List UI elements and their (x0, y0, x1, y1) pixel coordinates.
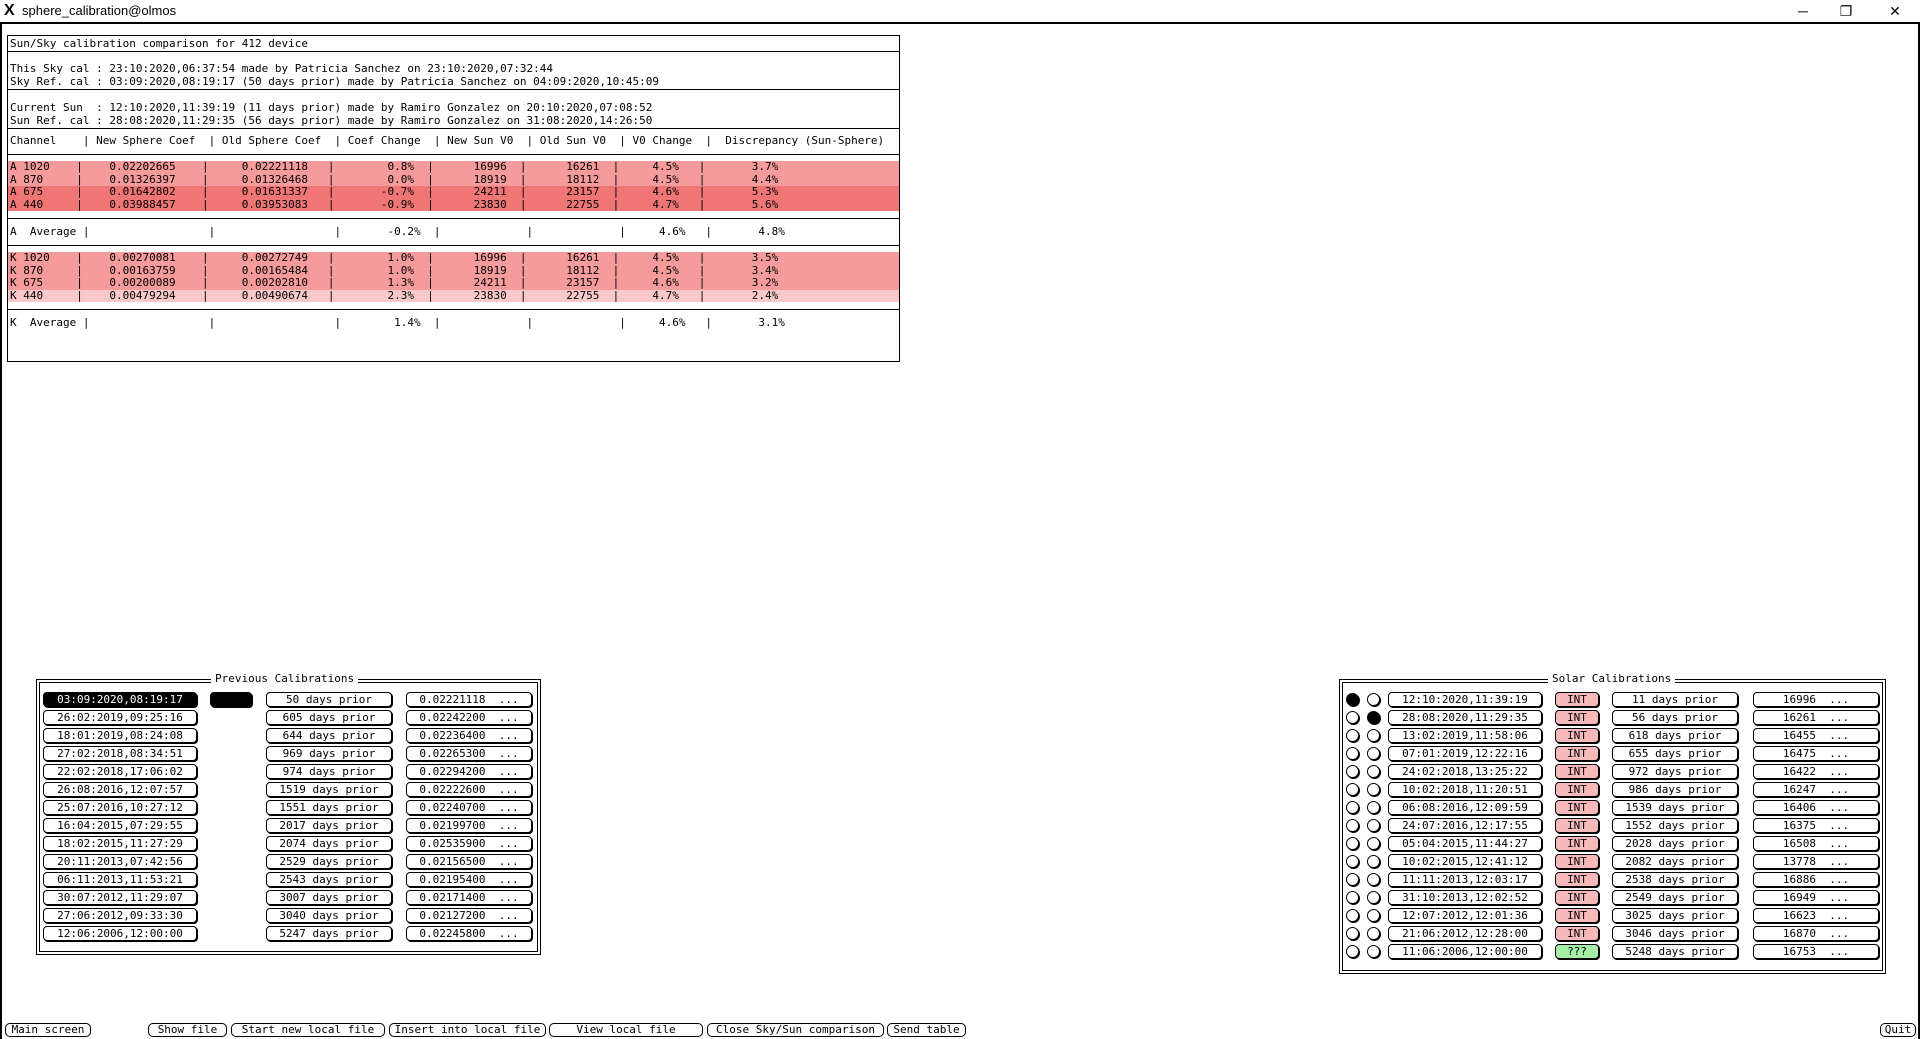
solar-date-button[interactable]: 05:04:2015,11:44:27 (1388, 836, 1542, 851)
sun-v0-button[interactable]: 16455 ... (1753, 728, 1879, 743)
days-prior-label[interactable]: 605 days prior (266, 710, 392, 725)
days-prior-label[interactable]: 2549 days prior (1612, 890, 1738, 905)
k-channel-section (8, 246, 899, 310)
reference-sun-radio[interactable] (1367, 783, 1380, 796)
selected-reference-marker[interactable] (210, 692, 252, 707)
coefficient-button[interactable]: 0.02156500 ... (406, 854, 532, 869)
table-row: A 870 | 0.01326397 | 0.01326468 | 0.0% | 18919 | 18112 | 4.5% | 4.4% (8, 174, 899, 187)
sun-v0-button[interactable]: 16886 ... (1753, 872, 1879, 887)
minimize-button[interactable]: ─ (1798, 3, 1808, 19)
current-sun-radio[interactable] (1346, 855, 1359, 868)
reference-sun-radio[interactable] (1367, 837, 1380, 850)
comparison-heading-section (8, 36, 899, 52)
a-average-row: A Average | | | -0.2% | | | 4.6% | 4.8% (10, 225, 785, 238)
calibration-date-button[interactable]: 26:08:2016,12:07:57 (43, 782, 197, 797)
calibration-type-badge: INT (1555, 782, 1599, 797)
days-prior-label[interactable]: 56 days prior (1612, 710, 1738, 725)
previous-calibrations-title: Previous Calibrations (211, 672, 358, 685)
sun-v0-button[interactable]: 16261 ... (1753, 710, 1879, 725)
coefficient-button[interactable]: 0.02242200 ... (406, 710, 532, 725)
days-prior-label[interactable]: 50 days prior (266, 692, 392, 707)
coefficient-button[interactable]: 0.02265300 ... (406, 746, 532, 761)
current-sun-radio[interactable] (1346, 819, 1359, 832)
table-row: A 675 | 0.01642802 | 0.01631337 | -0.7% | 24211 | 23157 | 4.6% | 5.3% (8, 186, 899, 199)
coefficient-button[interactable]: 0.02294200 ... (406, 764, 532, 779)
solar-date-button[interactable]: 21:06:2012,12:28:00 (1388, 926, 1542, 941)
current-sun-radio[interactable] (1346, 765, 1359, 778)
reference-sun-radio[interactable] (1367, 711, 1380, 724)
calibration-type-badge: ??? (1555, 944, 1599, 959)
current-sun-radio[interactable] (1346, 945, 1359, 958)
table-header-row: Channel | New Sphere Coef | Old Sphere Coef | Coef Change | New Sun V0 | Old Sun V0 | V0 Change | Discrepancy (Sun-Sphere) (10, 134, 885, 147)
days-prior-label[interactable]: 2529 days prior (266, 854, 392, 869)
calibration-type-badge: INT (1555, 908, 1599, 923)
solar-date-button[interactable]: 24:02:2018,13:25:22 (1388, 764, 1542, 779)
table-row: K 675 | 0.00200089 | 0.00202810 | 1.3% | 24211 | 23157 | 4.6% | 3.2% (8, 277, 899, 290)
sun-v0-button[interactable]: 16247 ... (1753, 782, 1879, 797)
solar-date-button[interactable]: 28:08:2020,11:29:35 (1388, 710, 1542, 725)
current-sun-radio[interactable] (1346, 747, 1359, 760)
sun-v0-button[interactable]: 16375 ... (1753, 818, 1879, 833)
days-prior-label[interactable]: 5248 days prior (1612, 944, 1738, 959)
days-prior-label[interactable]: 5247 days prior (266, 926, 392, 941)
sun-v0-button[interactable]: 16949 ... (1753, 890, 1879, 905)
current-sun-radio[interactable] (1346, 801, 1359, 814)
reference-sun-radio[interactable] (1367, 819, 1380, 832)
calibration-date-button[interactable]: 06:11:2013,11:53:21 (43, 872, 197, 887)
close-window-button[interactable]: ✕ (1889, 3, 1901, 19)
calibration-type-badge: INT (1555, 872, 1599, 887)
reference-sun-radio[interactable] (1367, 765, 1380, 778)
reference-sun-radio[interactable] (1367, 747, 1380, 760)
table-row: A 1020 | 0.02202665 | 0.02221118 | 0.8% | 16996 | 16261 | 4.5% | 3.7% (8, 161, 899, 174)
days-prior-label[interactable]: 969 days prior (266, 746, 392, 761)
calibration-type-badge: INT (1555, 710, 1599, 725)
table-row: K 870 | 0.00163759 | 0.00165484 | 1.0% | 18919 | 18112 | 4.5% | 3.4% (8, 265, 899, 278)
sky-info-line: This Sky cal : 23:10:2020,06:37:54 made by Patricia Sanchez on 23:10:2020,07:32:44 (10, 62, 554, 75)
calibration-type-badge: INT (1555, 926, 1599, 941)
a-average-section (8, 219, 899, 246)
comparison-heading: Sun/Sky calibration comparison for 412 device (10, 37, 309, 50)
view-local-file-button[interactable]: View local file (549, 1023, 703, 1037)
quit-button[interactable]: Quit (1880, 1023, 1916, 1037)
sun-v0-button[interactable]: 13778 ... (1753, 854, 1879, 869)
days-prior-label[interactable]: 2543 days prior (266, 872, 392, 887)
days-prior-label[interactable]: 3040 days prior (266, 908, 392, 923)
days-prior-label[interactable]: 2074 days prior (266, 836, 392, 851)
calibration-type-badge: INT (1555, 800, 1599, 815)
calibration-date-button[interactable]: 16:04:2015,07:29:55 (43, 818, 197, 833)
current-sun-radio[interactable] (1346, 711, 1359, 724)
coefficient-button[interactable]: 0.02195400 ... (406, 872, 532, 887)
reference-sun-radio[interactable] (1367, 909, 1380, 922)
days-prior-label[interactable]: 11 days prior (1612, 692, 1738, 707)
reference-sun-radio[interactable] (1367, 945, 1380, 958)
solar-date-button[interactable]: 11:06:2006,12:00:00 (1388, 944, 1542, 959)
sun-v0-button[interactable]: 16406 ... (1753, 800, 1879, 815)
calibration-date-button[interactable]: 18:01:2019,08:24:08 (43, 728, 197, 743)
calibration-type-badge: INT (1555, 746, 1599, 761)
send-table-button[interactable]: Send table (887, 1023, 966, 1037)
days-prior-label[interactable]: 3046 days prior (1612, 926, 1738, 941)
solar-date-button[interactable]: 06:08:2016,12:09:59 (1388, 800, 1542, 815)
solar-calibrations-group (1339, 672, 1886, 974)
sun-v0-button[interactable]: 16508 ... (1753, 836, 1879, 851)
days-prior-label[interactable]: 1539 days prior (1612, 800, 1738, 815)
x-app-icon: X (4, 2, 15, 19)
table-row: K 1020 | 0.00270081 | 0.00272749 | 1.0% | 16996 | 16261 | 4.5% | 3.5% (8, 252, 899, 265)
main-screen-button[interactable]: Main screen (5, 1023, 91, 1037)
calibration-date-button[interactable]: 27:02:2018,08:34:51 (43, 746, 197, 761)
current-sun-radio[interactable] (1346, 927, 1359, 940)
days-prior-label[interactable]: 618 days prior (1612, 728, 1738, 743)
coefficient-button[interactable]: 0.02127200 ... (406, 908, 532, 923)
reference-sun-radio[interactable] (1367, 927, 1380, 940)
solar-date-button[interactable]: 12:10:2020,11:39:19 (1388, 692, 1542, 707)
table-header-section (8, 129, 899, 155)
calibration-type-badge: INT (1555, 854, 1599, 869)
window-frame-left (0, 22, 2, 1039)
sun-v0-button[interactable]: 16753 ... (1753, 944, 1879, 959)
insert-into-local-file-button[interactable]: Insert into local file (389, 1023, 546, 1037)
solar-date-button[interactable]: 12:07:2012,12:01:36 (1388, 908, 1542, 923)
sun-v0-button[interactable]: 16870 ... (1753, 926, 1879, 941)
calibration-date-button[interactable]: 18:02:2015,11:27:29 (43, 836, 197, 851)
solar-date-button[interactable]: 11:11:2013,12:03:17 (1388, 872, 1542, 887)
days-prior-label[interactable]: 3007 days prior (266, 890, 392, 905)
solar-date-button[interactable]: 31:10:2013,12:02:52 (1388, 890, 1542, 905)
sun-v0-button[interactable]: 16996 ... (1753, 692, 1879, 707)
show-file-button[interactable]: Show file (148, 1023, 227, 1037)
sun-info-section (8, 90, 899, 129)
a-channel-section (8, 155, 899, 219)
calibration-type-badge: INT (1555, 818, 1599, 833)
current-sun-radio[interactable] (1346, 837, 1359, 850)
window-title: sphere_calibration@olmos (22, 3, 177, 18)
current-sun-radio[interactable] (1346, 693, 1359, 706)
calibration-date-button[interactable]: 12:06:2006,12:00:00 (43, 926, 197, 941)
table-row: K 440 | 0.00479294 | 0.00490674 | 2.3% | 23830 | 22755 | 4.7% | 2.4% (8, 290, 899, 303)
days-prior-label[interactable]: 986 days prior (1612, 782, 1738, 797)
solar-date-button[interactable]: 24:07:2016,12:17:55 (1388, 818, 1542, 833)
days-prior-label[interactable]: 655 days prior (1612, 746, 1738, 761)
solar-calibrations-title: Solar Calibrations (1548, 672, 1675, 685)
calibration-type-badge: INT (1555, 728, 1599, 743)
reference-sun-radio[interactable] (1367, 891, 1380, 904)
coefficient-button[interactable]: 0.02236400 ... (406, 728, 532, 743)
window-titlebar (0, 0, 1920, 24)
k-average-row: K Average | | | 1.4% | | | 4.6% | 3.1% (10, 316, 785, 329)
days-prior-label[interactable]: 2017 days prior (266, 818, 392, 833)
solar-date-button[interactable]: 10:02:2018,11:20:51 (1388, 782, 1542, 797)
close-comparison-button[interactable]: Close Sky/Sun comparison (707, 1023, 884, 1037)
previous-calibrations-group (36, 672, 541, 955)
current-sun-radio[interactable] (1346, 873, 1359, 886)
days-prior-label[interactable]: 2082 days prior (1612, 854, 1738, 869)
calibration-date-button[interactable]: 03:09:2020,08:19:17 (43, 692, 197, 707)
solar-date-button[interactable]: 07:01:2019,12:22:16 (1388, 746, 1542, 761)
calibration-date-button[interactable]: 30:07:2012,11:29:07 (43, 890, 197, 905)
current-sun-radio[interactable] (1346, 891, 1359, 904)
sun-v0-button[interactable]: 16475 ... (1753, 746, 1879, 761)
sky-ref-line: Sky Ref. cal : 03:09:2020,08:19:17 (50 days prior) made by Patricia Sanchez on 04:09:2020,10:45:09 (10, 74, 660, 88)
solar-date-button[interactable]: 13:02:2019,11:58:06 (1388, 728, 1542, 743)
coefficient-button[interactable]: 0.02199700 ... (406, 818, 532, 833)
sky-info-section (8, 52, 899, 90)
calibration-type-badge: INT (1555, 764, 1599, 779)
days-prior-label[interactable]: 1519 days prior (266, 782, 392, 797)
coefficient-button[interactable]: 0.02535900 ... (406, 836, 532, 851)
solar-date-button[interactable]: 10:02:2015,12:41:12 (1388, 854, 1542, 869)
sun-v0-button[interactable]: 16623 ... (1753, 908, 1879, 923)
calibration-type-badge: INT (1555, 836, 1599, 851)
days-prior-label[interactable]: 3025 days prior (1612, 908, 1738, 923)
current-sun-radio[interactable] (1346, 729, 1359, 742)
days-prior-label[interactable]: 2538 days prior (1612, 872, 1738, 887)
comparison-table (7, 35, 900, 362)
coefficient-button[interactable]: 0.02222600 ... (406, 782, 532, 797)
current-sun-radio[interactable] (1346, 783, 1359, 796)
days-prior-label[interactable]: 972 days prior (1612, 764, 1738, 779)
start-new-local-file-button[interactable]: Start new local file (231, 1023, 385, 1037)
calibration-type-badge: INT (1555, 692, 1599, 707)
calibration-date-button[interactable]: 20:11:2013,07:42:56 (43, 854, 197, 869)
reference-sun-radio[interactable] (1367, 855, 1380, 868)
calibration-date-button[interactable]: 25:07:2016,10:27:12 (43, 800, 197, 815)
days-prior-label[interactable]: 974 days prior (266, 764, 392, 779)
coefficient-button[interactable]: 0.02245800 ... (406, 926, 532, 941)
sun-v0-button[interactable]: 16422 ... (1753, 764, 1879, 779)
days-prior-label[interactable]: 1551 days prior (266, 800, 392, 815)
reference-sun-radio[interactable] (1367, 873, 1380, 886)
coefficient-button[interactable]: 0.02240700 ... (406, 800, 532, 815)
k-average-section (8, 310, 899, 350)
days-prior-label[interactable]: 1552 days prior (1612, 818, 1738, 833)
sun-ref-line: Sun Ref. cal : 28:08:2020,11:29:35 (56 days prior) made by Ramiro Gonzalez on 31:08:2020,14:26:50 (10, 113, 653, 127)
days-prior-label[interactable]: 644 days prior (266, 728, 392, 743)
reference-sun-radio[interactable] (1367, 729, 1380, 742)
reference-sun-radio[interactable] (1367, 801, 1380, 814)
coefficient-button[interactable]: 0.02171400 ... (406, 890, 532, 905)
restore-button[interactable]: ❐ (1839, 3, 1853, 19)
table-row: A 440 | 0.03988457 | 0.03953083 | -0.9% | 23830 | 22755 | 4.7% | 5.6% (8, 199, 899, 212)
reference-sun-radio[interactable] (1367, 693, 1380, 706)
calibration-type-badge: INT (1555, 890, 1599, 905)
sun-info-line: Current Sun : 12:10:2020,11:39:19 (11 days prior) made by Ramiro Gonzalez on 20:10:2020,07:08:52 (10, 101, 653, 114)
current-sun-radio[interactable] (1346, 909, 1359, 922)
coefficient-button[interactable]: 0.02221118 ... (406, 692, 532, 707)
calibration-date-button[interactable]: 27:06:2012,09:33:30 (43, 908, 197, 923)
days-prior-label[interactable]: 2028 days prior (1612, 836, 1738, 851)
calibration-date-button[interactable]: 26:02:2019,09:25:16 (43, 710, 197, 725)
calibration-date-button[interactable]: 22:02:2018,17:06:02 (43, 764, 197, 779)
